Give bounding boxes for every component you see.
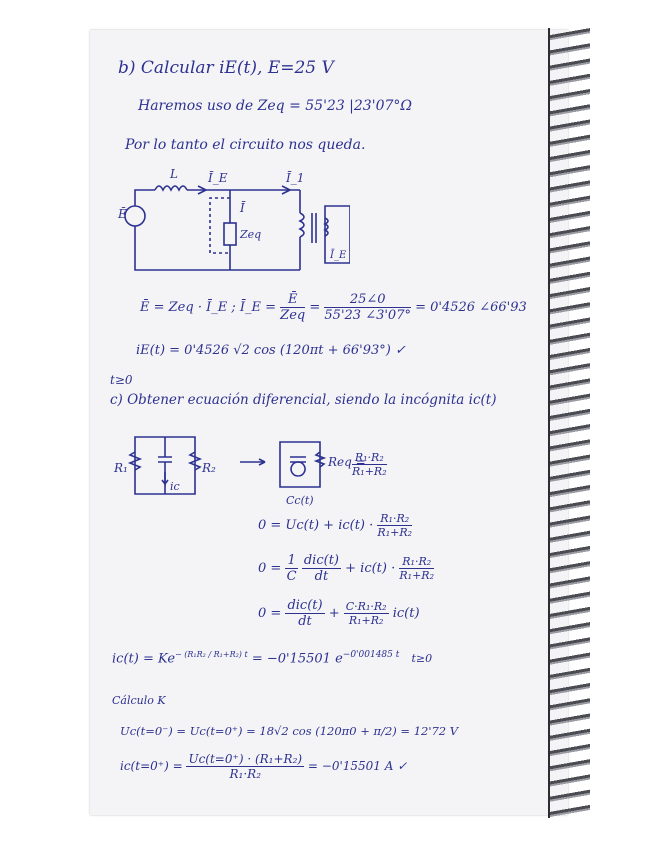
eq4-r-den: R₁+R₂ <box>399 569 434 582</box>
eq5-num: dic(t) <box>287 598 323 613</box>
req-fraction <box>352 451 387 478</box>
t-label: t≥0 <box>110 373 133 387</box>
circuit-1-diagram <box>110 168 350 278</box>
eq1-fraction-2 <box>324 292 411 323</box>
equation-7 <box>120 724 458 738</box>
circuit1-I1-label: Ī_1 <box>286 171 305 185</box>
eq5-den: dt <box>298 614 312 629</box>
eq4-r-num: R₁·R₂ <box>399 555 434 569</box>
circuit2-cc-label: Cc(t) <box>286 494 314 507</box>
eq8-left: ic(t=0⁺) = <box>120 759 183 773</box>
eq3-left: 0 = Uc(t) + ic(t) · <box>258 518 374 533</box>
circuit2-req-label: Req = <box>328 455 366 469</box>
eq6-exp2: −0'001485 t <box>342 650 400 660</box>
eq4-tail: + ic(t) · <box>345 561 396 576</box>
eq1-right: = 0'4526 ∠66'93 <box>415 300 527 315</box>
eq4-mid-den: dt <box>314 569 329 584</box>
section-c-title: c) Obtener ecuación diferencial, siendo la incógnita ic(t) <box>110 392 497 408</box>
circuit1-I-label: Ī <box>240 201 245 215</box>
equation-5 <box>258 598 420 629</box>
circuit2-R2-label: R₂ <box>202 461 216 475</box>
eq2-text: iE(t) = 0'4526 √2 cos (120πt + 66'93°) <box>136 343 391 358</box>
eq3-den: R₁+R₂ <box>377 526 413 539</box>
eq4-mid-num: dic(t) <box>303 553 339 568</box>
eq4-frac-den: C <box>286 569 297 584</box>
eq5-tail: ic(t) <box>392 606 420 621</box>
equation-2: iE(t) = 0'4526 √2 cos (120πt + 66'93°) ✓ <box>136 343 406 358</box>
eq8-right: = −0'15501 A <box>307 759 394 773</box>
circuit2-ic-label: ic <box>170 480 180 493</box>
zeq-line: Haremos uso de Zeq = 55'23 |23'07°Ω <box>138 98 412 114</box>
calc-k-label: Cálculo K <box>112 694 166 707</box>
eq5-plus: + <box>328 606 340 621</box>
eq6-exp: − (R₁R₂ / R₁+R₂) t <box>175 650 248 659</box>
circuit1-E-label: Ē <box>118 207 127 221</box>
eq6-left: ic(t) = Ke <box>112 651 176 667</box>
eq1-frac2-den: 55'23 ∠3'07° <box>324 308 411 323</box>
circuit1-IE-small-label: Ī_E <box>330 250 347 261</box>
eq6-right: = −0'15501 e <box>251 651 343 667</box>
eq1-fraction-1 <box>280 292 305 323</box>
eq4-pre: 0 = <box>258 561 282 576</box>
eq5-r-num: C·R₁·R₂ <box>345 600 387 613</box>
eq8-den: R₁·R₂ <box>229 767 262 781</box>
circuit1-L-label: L <box>170 168 178 181</box>
eq6-t: t≥0 <box>411 652 433 666</box>
spiral-binding <box>548 28 590 818</box>
eq1-frac2-num: 25∠0 <box>324 292 411 308</box>
circuit1-zeq-label: Zeq <box>240 228 262 241</box>
req-num: R₁·R₂ <box>352 451 387 465</box>
equation-3 <box>258 512 412 539</box>
eq1-left: Ē = Zeq · Ī_E ; Ī_E = <box>140 300 277 315</box>
req-den: R₁+R₂ <box>352 465 387 478</box>
eq5-r-den: R₁+R₂ <box>348 614 384 627</box>
eq1-frac1-den: Zeq <box>280 308 306 323</box>
circuit2-R1-label: R₁ <box>114 461 128 475</box>
equation-1: Ē = Zeq · Ī_E ; Ī_E = $\frac{Ē}{\text{Zeq}}$ = $\frac{25\angle 0}{55'23 \angle 3'07^\circ}$ = 0'4526 ∠66'93 <box>140 292 527 323</box>
eq4-frac-num: 1 <box>287 553 296 568</box>
equation-4 <box>258 553 434 584</box>
circuit1-IE-label: Ī_E <box>208 171 228 185</box>
equation-8: ic(t=0⁺) = $\frac{\text{Uc(t=0⁺) · (R₁+R₂)}}{\text{R₁·R₂}}$ = −0'15501 A ✓ <box>120 752 408 781</box>
eq3-num: R₁·R₂ <box>377 512 412 526</box>
title-line: b) Calcular iE(t), E=25 V <box>118 58 334 78</box>
eq1-frac1-num: Ē <box>280 292 305 308</box>
equation-6 <box>112 650 432 666</box>
eq5-pre: 0 = <box>258 606 282 621</box>
por-lo-tanto-line: Por lo tanto el circuito nos queda. <box>125 137 366 153</box>
eq8-num: Uc(t=0⁺) · (R₁+R₂) <box>188 752 303 766</box>
eq7-text: Uc(t=0⁻) = Uc(t=0⁺) = 18√2 cos (120π0 + π/2) = 12'72 V <box>120 724 459 738</box>
circuit-2-diagram <box>110 432 370 507</box>
